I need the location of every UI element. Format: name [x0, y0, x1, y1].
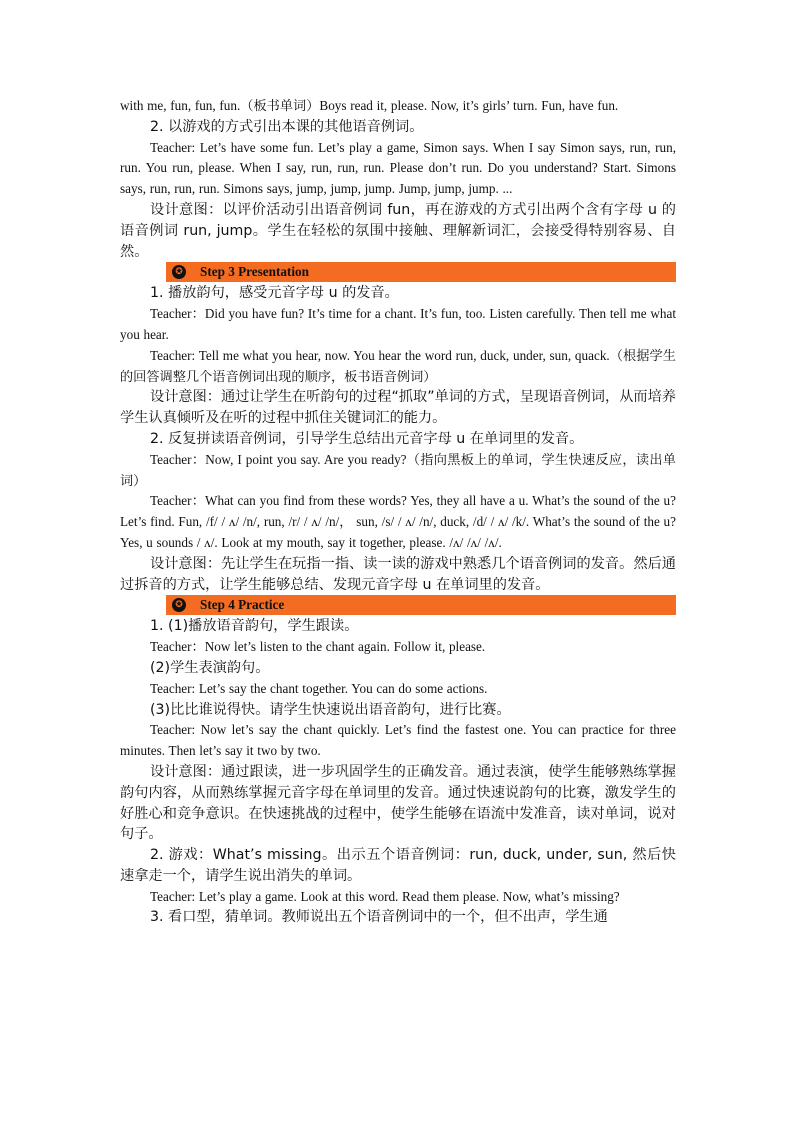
paragraph-s4-10: 3. 看口型，猜单词。教师说出五个语音例词中的一个，但不出声，学生通	[150, 909, 608, 926]
paragraph-s4-9: Teacher: Let’s play a game. Look at this word. Read them please. Now, what’s missing?	[150, 888, 620, 904]
paragraph-s3-2: Teacher：Did you have fun? It’s time for a chant. It’s fun, too. Listen carefully. Then tell me what you hear.	[120, 306, 676, 342]
section-title-step3: Step 3 Presentation	[200, 264, 309, 280]
paragraph-teacher-simon-says: Teacher: Let’s have some fun. Let’s play a game, Simon says. When I say Simon says, run, run, run. You run, please. When I say, run, run, run. Please don’t run. Do you understand? Start. Simons says, run, run, run. Simons says, jump, jump, jump. Jump, jump, jump. ...	[120, 139, 676, 197]
section-title-step4: Step 4 Practice	[200, 597, 285, 613]
paragraph-s4-5: (3)比比谁说得快。请学生快速说出语音韵句，进行比赛。	[150, 701, 511, 718]
paragraph-s3-5: 2. 反复拼读语音例词，引导学生总结出元音字母 u 在单词里的发音。	[150, 430, 584, 447]
paragraph-s4-8: 2. 游戏：What’s missing。出示五个语音例词：run, duck, under, sun, 然后快速拿走一个，请学生说出消失的单词。	[120, 847, 676, 884]
paragraph-s4-4: Teacher: Let’s say the chant together. You can do some actions.	[150, 680, 488, 696]
paragraph-design-intent-1: 设计意图：以评价活动引出语音例词 fun，再在游戏的方式引出两个含有字母 u 的语音例词 run, jump。学生在轻松的氛围中接触、理解新词汇，会接受得特别容易、自然。	[120, 201, 676, 260]
paragraph-s3-1: 1. 播放韵句，感受元音字母 u 的发音。	[150, 285, 399, 302]
paragraph-s4-6: Teacher: Now let’s say the chant quickly. Let’s find the fastest one. You can practice for three minutes. Then let’s say it two by two.	[120, 722, 676, 759]
paragraph-s3-4: 设计意图：通过让学生在听韵句的过程“抓取”单词的方式，呈现语音例词，从而培养学生认真倾听及在听的过程中抓住关键词汇的能力。	[120, 389, 676, 427]
paragraph-s4-1: 1. (1)播放语音韵句，学生跟读。	[150, 618, 359, 635]
section-header-step4	[166, 595, 676, 615]
paragraph-intro-continuation: with me, fun, fun, fun.（板书单词）Boys read it, please. Now, it’s girls’ turn. Fun, have fun.	[120, 98, 619, 113]
paragraph-s4-3: (2)学生表演韵句。	[150, 659, 270, 676]
section-header-step3	[166, 262, 676, 282]
paragraph-s3-6: Teacher：Now, I point you say. Are you ready?（指向黑板上的单词，学生快速反应，读出单词）	[120, 451, 676, 488]
star-icon: ✪	[172, 265, 186, 279]
star-icon: ✪	[172, 598, 186, 612]
paragraph-s3-3: Teacher: Tell me what you hear, now. You hear the word run, duck, under, sun, quack.（根据学生的回答调整几个语音例词出现的顺序，板书语音例词）	[120, 347, 676, 384]
paragraph-s3-8: 设计意图：先让学生在玩指一指、读一读的游戏中熟悉几个语音例词的发音。然后通过拆音的方式，让学生能够总结、发现元音字母 u 在单词里的发音。	[120, 555, 676, 593]
paragraph-s3-7: Teacher：What can you find from these words? Yes, they all have a u. What’s the sound of the u? Let’s find. Fun, /f/ / ʌ/ /n/, run, /r/ / ʌ/ /n/， sun, /s/ / ʌ/ /n/, duck, /d/ / ʌ/ /k/. What’s the sound of the u? Yes, u sounds / ʌ/. Look at my mouth, say it together, please. /ʌ/ /ʌ/ /ʌ/.	[120, 493, 676, 550]
paragraph-s4-2: Teacher：Now let’s listen to the chant again. Follow it, please.	[150, 639, 486, 655]
document-page	[120, 96, 676, 928]
paragraph-s4-7: 设计意图：通过跟读，进一步巩固学生的正确发音。通过表演，使学生能够熟练掌握韵句内容，从而熟练掌握元音字母在单词里的发音。通过快速说韵句的比赛，激发学生的好胜心和竞争意识。在快速挑战的过程中，使学生能够在语流中发准音，读对单词，说对句子。	[120, 763, 676, 843]
paragraph-step2-game: 2. 以游戏的方式引出本课的其他语音例词。	[150, 118, 424, 135]
